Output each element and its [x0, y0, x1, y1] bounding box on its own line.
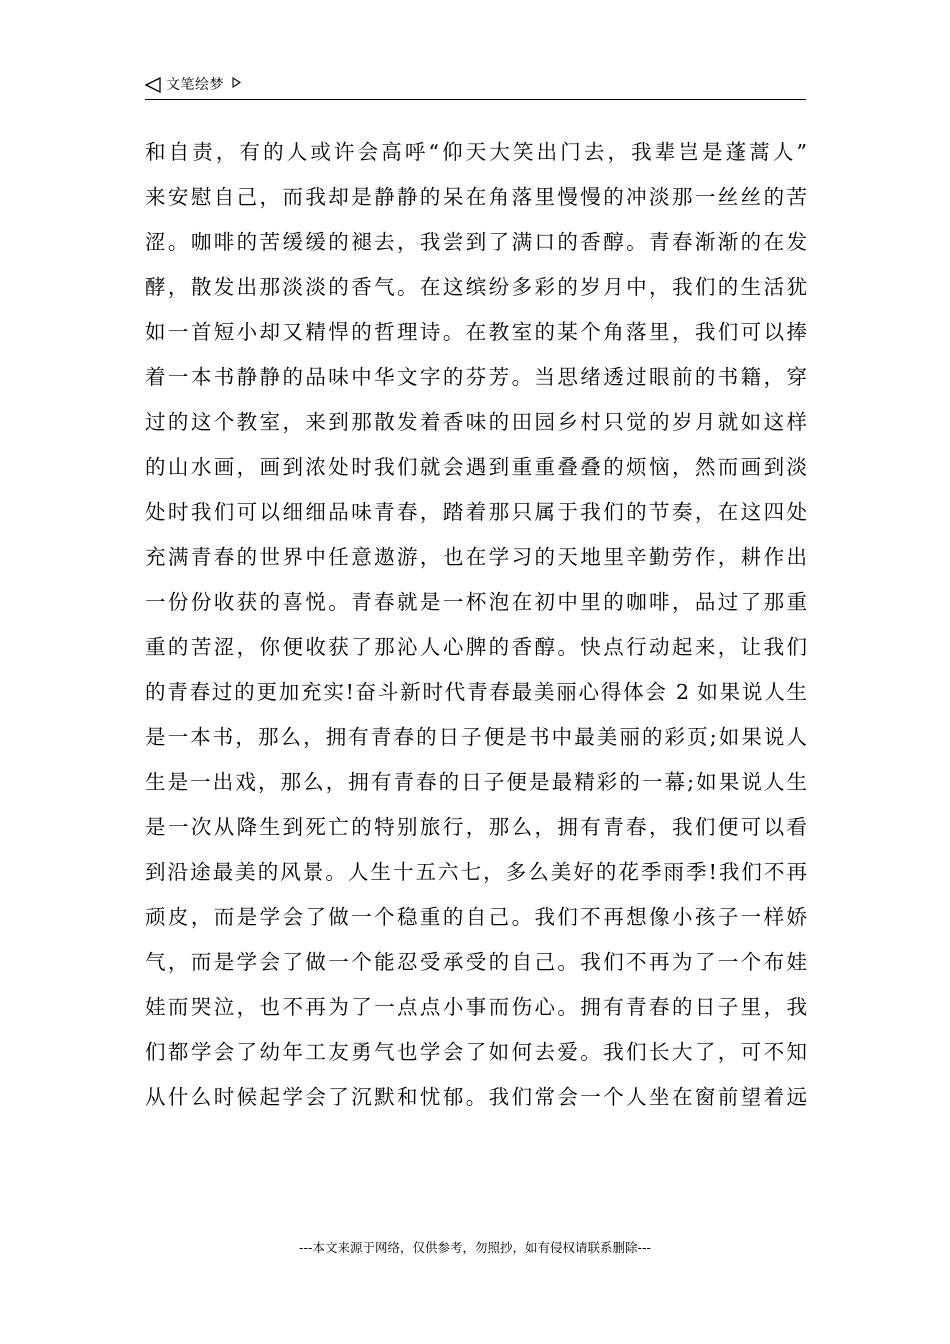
body-text-line: 和自责，有的人或许会高呼“仰天大笑出门去，我辈岂是蓬蒿人”	[145, 140, 807, 164]
body-text-line: 气，而是学会了做一个能忍受承受的自己。我们不再为了一个布娃	[145, 950, 807, 974]
header-brand-group	[145, 75, 241, 95]
right-triangle-icon	[232, 77, 241, 88]
brand-title: 文笔绘梦	[166, 77, 224, 93]
body-text-line: 涩。咖啡的苦缓缓的褪去，我尝到了满口的香醇。青春渐渐的在发	[145, 230, 807, 254]
body-text-line: 酵，散发出那淡淡的香气。在这缤纷多彩的岁月中，我们的生活犹	[145, 275, 807, 299]
body-text-line: 生是一出戏，那么，拥有青春的日子便是最精彩的一幕;如果说人生	[145, 770, 807, 794]
body-text-line: 一份份收获的喜悦。青春就是一杯泡在初中里的咖啡，品过了那重	[145, 590, 807, 614]
body-text-line: 重的苦涩，你便收获了那沁人心脾的香醇。快点行动起来，让我们	[145, 635, 807, 659]
body-text-line: 是一次从降生到死亡的特别旅行，那么，拥有青春，我们便可以看	[145, 815, 807, 839]
body-text-line: 从什么时候起学会了沉默和忧郁。我们常会一个人坐在窗前望着远	[145, 1085, 807, 1109]
body-text-line: 顽皮，而是学会了做一个稳重的自己。我们不再想像小孩子一样娇	[145, 905, 807, 929]
body-text-line: 的青春过的更加充实!奋斗新时代青春最美丽心得体会 2 如果说人生	[145, 680, 807, 704]
body-text-line: 到沿途最美的风景。人生十五六七，多么美好的花季雨季!我们不再	[145, 860, 807, 884]
body-text-line: 的山水画，画到浓处时我们就会遇到重重叠叠的烦恼，然而画到淡	[145, 455, 807, 479]
left-triangle-icon	[145, 77, 161, 93]
body-text-line: 充满青春的世界中任意遨游，也在学习的天地里辛勤劳作，耕作出	[145, 545, 807, 569]
page-header	[145, 73, 806, 100]
body-text-line: 过的这个教室，来到那散发着香味的田园乡村只觉的岁月就如这样	[145, 410, 807, 434]
body-text-line: 处时我们可以细细品味青春，踏着那只属于我们的节奏，在这四处	[145, 500, 807, 524]
body-text-line: 娃而哭泣，也不再为了一点点小事而伤心。拥有青春的日子里，我	[145, 995, 807, 1019]
body-text-line: 来安慰自己，而我却是静静的呆在角落里慢慢的冲淡那一丝丝的苦	[145, 185, 807, 209]
footer-disclaimer: ---本文来源于网络，仅供参考，勿照抄，如有侵权请联系删除---	[298, 1240, 652, 1255]
document-body	[145, 130, 807, 1120]
body-text-line: 如一首短小却又精悍的哲理诗。在教室的某个角落里，我们可以捧	[145, 320, 807, 344]
body-text-line: 着一本书静静的品味中华文字的芬芳。当思绪透过眼前的书籍，穿	[145, 365, 807, 389]
body-text-line: 是一本书，那么，拥有青春的日子便是书中最美丽的彩页;如果说人	[145, 725, 807, 749]
body-text-line: 们都学会了幼年工友勇气也学会了如何去爱。我们长大了，可不知	[145, 1040, 807, 1064]
